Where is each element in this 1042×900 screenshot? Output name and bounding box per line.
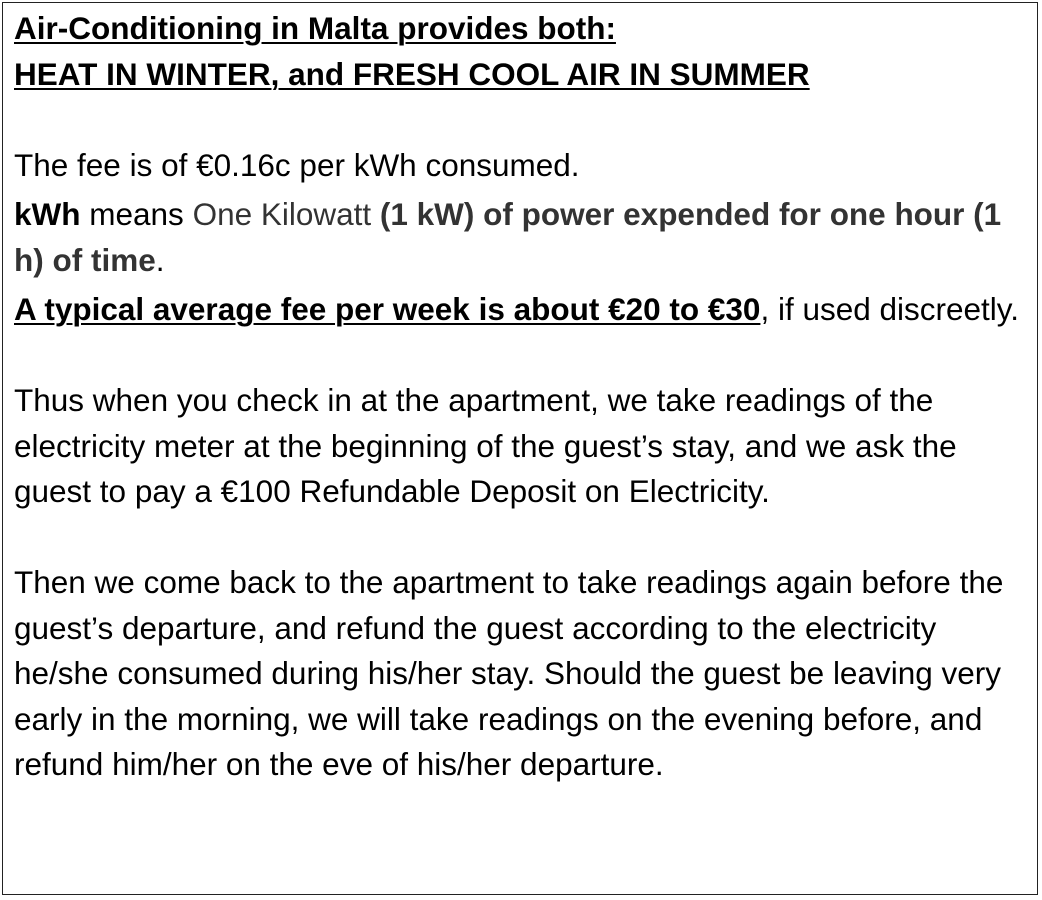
typical-fee-emphasis: A typical average fee per week is about €20 to €30 <box>14 291 761 327</box>
kwh-period: . <box>155 241 165 278</box>
heading-line-2: HEAT IN WINTER, and FRESH COOL AIR IN SUMMER <box>14 55 810 92</box>
document-body <box>14 6 1034 788</box>
heading-line-1: Air-Conditioning in Malta provides both: <box>14 10 616 46</box>
typical-fee-rest: , if used discreetly. <box>760 291 1019 327</box>
typical-fee <box>14 287 1034 333</box>
paragraph-checkin: Thus when you check in at the apartment, we take readings of the electricity meter at the beginning of the guest’s stay, and we ask the guest to pay a €100 Refundable Deposit on Electricity. <box>14 382 957 509</box>
fee-sentence: The fee is of €0.16c per kWh consumed. <box>14 146 580 183</box>
kwh-term: kWh <box>14 196 81 232</box>
kwh-definition <box>14 192 1034 283</box>
kwh-means: means <box>80 196 193 232</box>
paragraph-departure: Then we come back to the apartment to take readings again before the guest’s departure, and refund the guest according to the electricity he/she consumed during his/her stay. Should the guest be leaving very early in the morning, we will take readings on the evening before, and refund him/her on the eve of his/her departure. <box>14 564 1004 782</box>
kwh-one-kilowatt: One Kilowatt <box>192 196 380 232</box>
kwh-bold-part: (1 kW) of power expended for one hour (1 h) of time <box>14 196 1002 278</box>
